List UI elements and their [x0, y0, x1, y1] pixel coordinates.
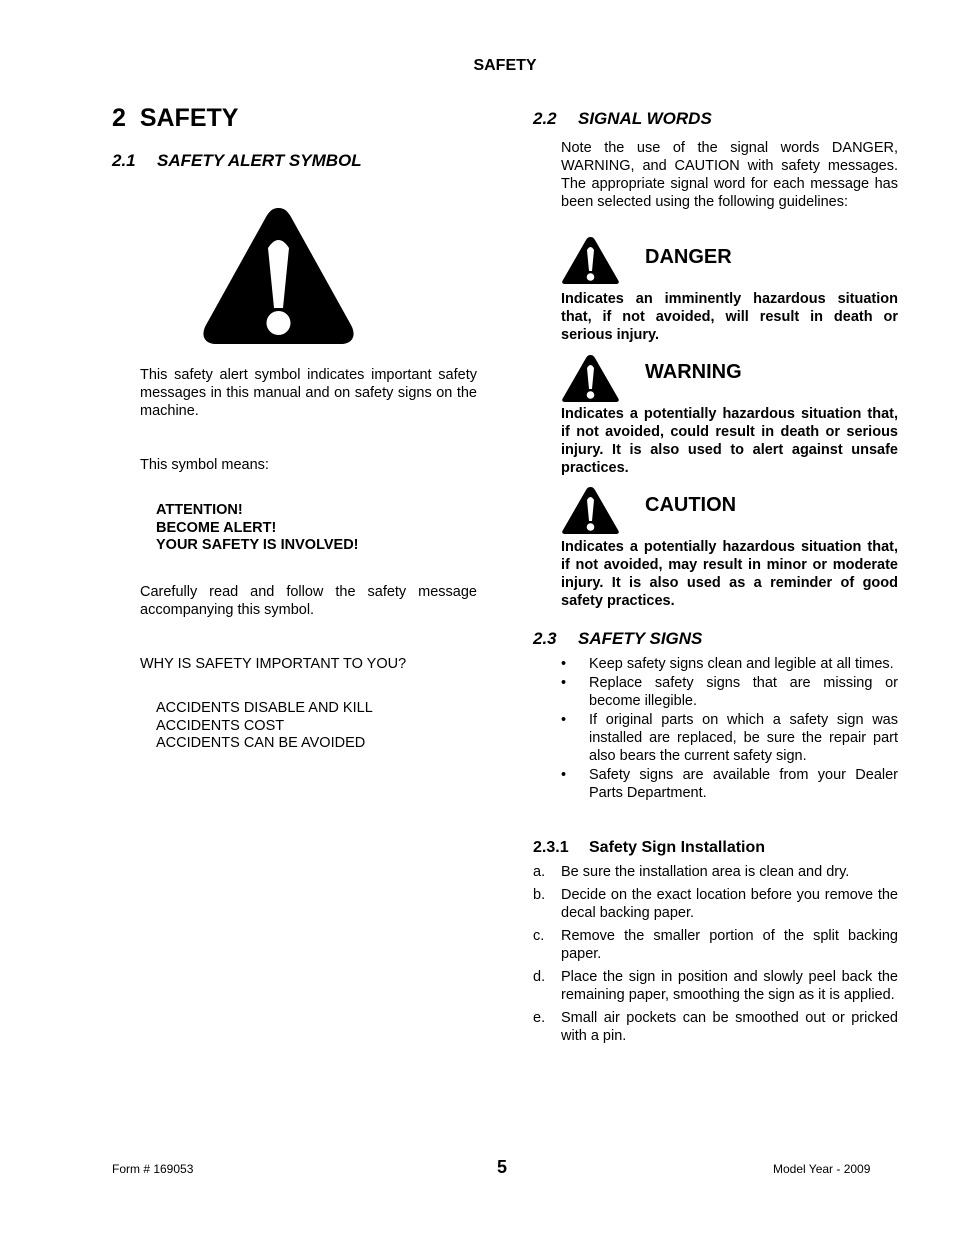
- section-title: Safety Sign Installation: [589, 839, 766, 856]
- list-item: [533, 863, 898, 881]
- footer-model-year: Model Year - 2009: [773, 1162, 871, 1176]
- accident-line: ACCIDENTS COST: [156, 717, 285, 734]
- footer-page-number: 5: [497, 1157, 508, 1177]
- section-2-3-1-heading: [533, 839, 765, 857]
- step-text: Decide on the exact location before you remove the decal backing paper.: [561, 887, 898, 921]
- accident-line: ACCIDENTS DISABLE AND KILL: [156, 700, 373, 716]
- section-number: 2.2: [533, 109, 557, 128]
- accident-line: ACCIDENTS CAN BE AVOIDED: [156, 735, 366, 751]
- alert-symbol-intro: This safety alert symbol indicates important safety messages in this manual and on safety signs on the machine.: [140, 367, 477, 419]
- caution-description: Indicates a potentially hazardous situation that, if not avoided, may result in minor or moderate injury. It is also used as a reminder of good safety practices.: [561, 539, 898, 609]
- step-marker: d.: [533, 969, 546, 985]
- safety-alert-triangle-icon: [199, 204, 358, 346]
- list-item: [533, 1009, 898, 1045]
- list-item-text: If original parts on which a safety sign was installed are replaced, be sure the repair part also bears the current safety sign.: [589, 712, 898, 764]
- page-header: SAFETY: [473, 57, 537, 74]
- bullet-marker: •: [561, 675, 567, 691]
- warning-signal-word: WARNING: [645, 361, 742, 383]
- warning-description: Indicates a potentially hazardous situation that, if not avoided, could result in death or serious injury. It is also used to alert against unsafe practices.: [561, 406, 898, 476]
- danger-signal-word: DANGER: [645, 246, 732, 268]
- section-number: 2.1: [112, 151, 136, 170]
- step-marker: c.: [533, 928, 545, 944]
- signal-words-intro: Note the use of the signal words DANGER, WARNING, and CAUTION with safety messages. The appropriate signal word for each message has been selected using the following guidelines:: [561, 140, 898, 210]
- safety-signs-list: [561, 655, 898, 803]
- list-item: [561, 766, 898, 802]
- section-title: SAFETY ALERT SYMBOL: [157, 151, 362, 170]
- chapter-title-text: SAFETY: [139, 104, 239, 132]
- chapter-title: [112, 104, 238, 133]
- section-2-2-heading: [533, 109, 712, 129]
- bullet-marker: •: [561, 712, 567, 728]
- list-item-text: Keep safety signs clean and legible at all times.: [589, 656, 894, 672]
- attention-line: BECOME ALERT!: [156, 519, 277, 536]
- accidents-block: [156, 700, 373, 753]
- section-title: SAFETY SIGNS: [578, 629, 703, 648]
- caution-alert-icon: [561, 486, 620, 535]
- danger-description: Indicates an imminently hazardous situation that, if not avoided, will result in death or serious injury.: [561, 291, 898, 343]
- list-item: [561, 711, 898, 765]
- section-number: 2.3: [533, 629, 557, 648]
- why-safety-label: WHY IS SAFETY IMPORTANT TO YOU?: [140, 656, 407, 672]
- list-item: [533, 927, 898, 963]
- section-title: SIGNAL WORDS: [578, 109, 712, 128]
- list-item: [533, 886, 898, 922]
- footer-form-number: Form # 169053: [112, 1162, 194, 1176]
- attention-line: ATTENTION!: [156, 502, 243, 518]
- step-marker: e.: [533, 1010, 546, 1026]
- step-text: Be sure the installation area is clean and dry.: [561, 864, 850, 880]
- list-item: [561, 655, 898, 673]
- list-item-text: Safety signs are available from your Dealer Parts Department.: [589, 767, 898, 801]
- bullet-marker: •: [561, 767, 567, 783]
- step-marker: b.: [533, 887, 546, 903]
- step-text: Remove the smaller portion of the split backing paper.: [561, 928, 898, 962]
- section-2-1-heading: [112, 151, 362, 171]
- caution-signal-word: CAUTION: [645, 494, 737, 516]
- danger-alert-icon: [561, 236, 620, 285]
- step-marker: a.: [533, 864, 546, 880]
- warning-alert-icon: [561, 354, 620, 403]
- step-text: Small air pockets can be smoothed out or pricked with a pin.: [561, 1010, 898, 1044]
- symbol-means-label: This symbol means:: [140, 457, 269, 473]
- list-item-text: Replace safety signs that are missing or become illegible.: [589, 675, 898, 709]
- section-number: 2.3.1: [533, 839, 569, 856]
- list-item: [533, 968, 898, 1004]
- step-text: Place the sign in position and slowly peel back the remaining paper, smoothing the sign as it is applied.: [561, 969, 898, 1003]
- read-follow-paragraph: Carefully read and follow the safety message accompanying this symbol.: [140, 584, 477, 618]
- bullet-marker: •: [561, 656, 567, 672]
- list-item: [561, 674, 898, 710]
- attention-block: [156, 502, 359, 555]
- chapter-number: 2: [112, 104, 126, 132]
- installation-steps: [533, 863, 898, 1050]
- attention-line: YOUR SAFETY IS INVOLVED!: [156, 537, 359, 553]
- section-2-3-heading: [533, 629, 702, 649]
